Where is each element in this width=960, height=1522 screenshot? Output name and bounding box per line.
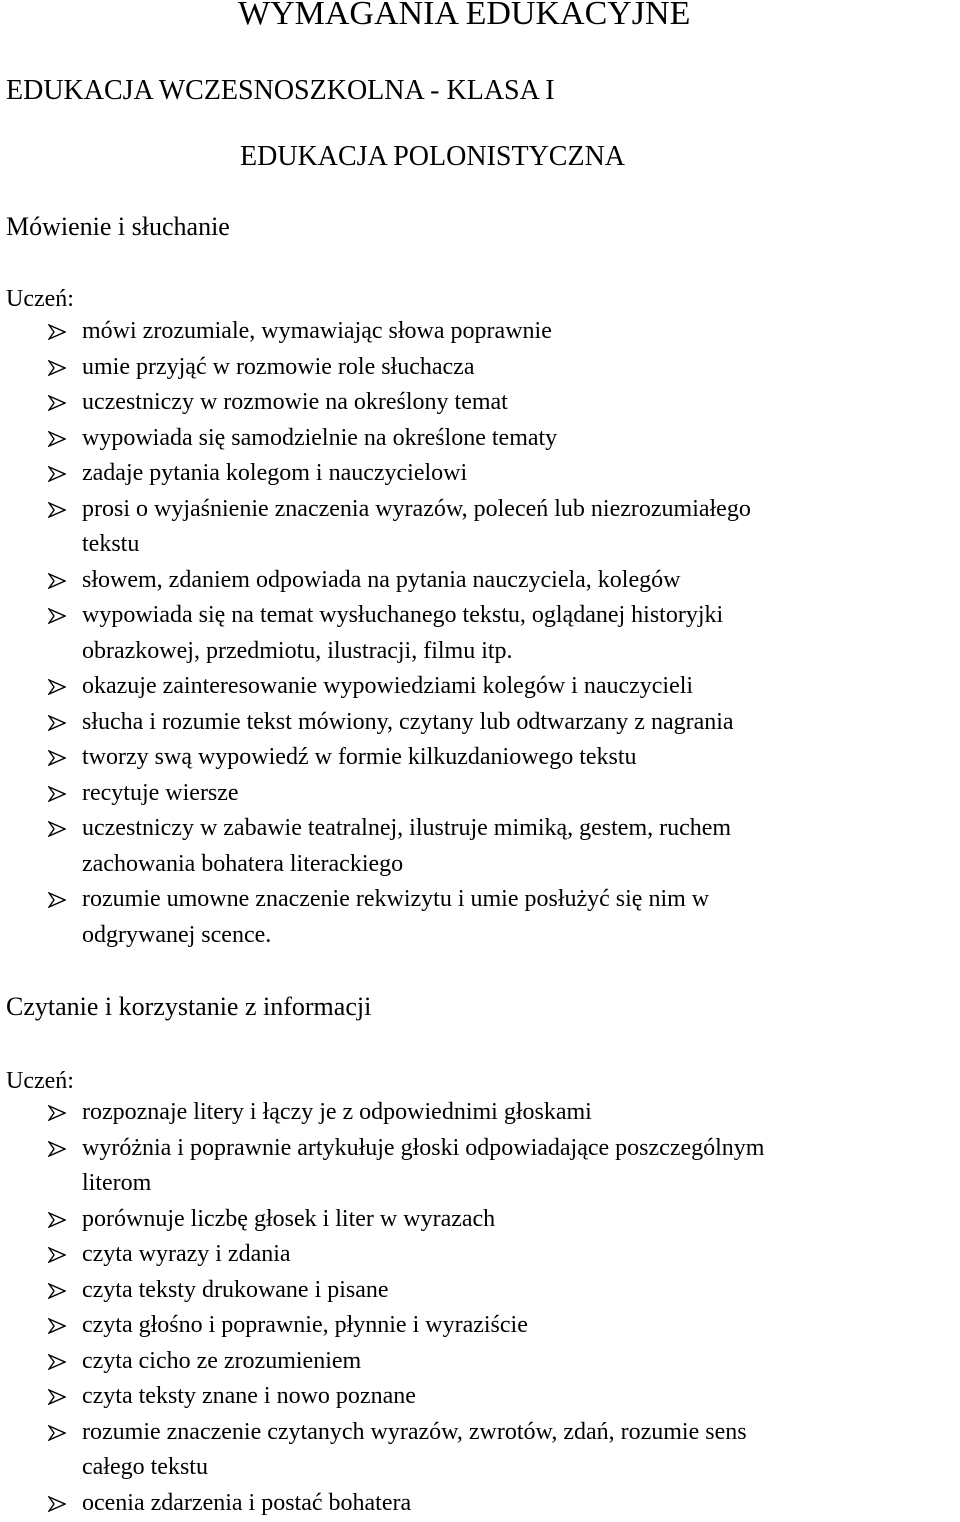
list-item-text: wypowiada się samodzielnie na określone tematy (82, 424, 558, 451)
list-item (0, 740, 960, 776)
list-item (0, 1379, 960, 1415)
list-item-text: tworzy swą wypowiedź w formie kilkuzdaniowego tekstu (82, 744, 637, 770)
arrowhead-bullet-icon (48, 360, 66, 376)
list-item (0, 811, 960, 882)
list-item-text: rozpoznaje litery i łączy je z odpowiednimi głoskami (82, 1099, 592, 1125)
list-item-text: zadaje pytania kolegom i nauczycielowi (82, 460, 468, 486)
list-item (0, 1202, 960, 1238)
list-item-text: porównuje liczbę głosek i liter w wyrazach (82, 1205, 496, 1232)
subject-heading: EDUKACJA POLONISTYCZNA (240, 141, 626, 172)
list-item-text: rozumie umowne znaczenie rekwizytu i umie posłużyć się nim w odgrywanej scence. (82, 886, 710, 948)
list-item-text: rozumie znaczenie czytanych wyrazów, zwrotów, zdań, rozumie sens całego tekstu (82, 1418, 747, 1480)
arrowhead-bullet-icon (48, 1283, 66, 1299)
list-item (0, 1273, 960, 1309)
education-level: EDUKACJA WCZESNOSZKOLNA - KLASA I (6, 75, 555, 106)
section-heading-reading-information: Czytanie i korzystanie z informacji (6, 992, 372, 1021)
list-item (0, 350, 960, 386)
student-label: Uczeń: (6, 1068, 74, 1094)
list-item (0, 421, 960, 457)
list-item-text: słowem, zdaniem odpowiada na pytania nauczyciela, kolegów (82, 566, 681, 593)
arrowhead-bullet-icon (48, 821, 66, 837)
list-item-text: uczestniczy w rozmowie na określony temat (82, 389, 508, 415)
requirements-list-reading-information (0, 1095, 960, 1521)
requirements-list-speaking-listening (0, 314, 960, 953)
list-item (0, 563, 960, 599)
list-item (0, 1344, 960, 1380)
arrowhead-bullet-icon (48, 1425, 66, 1441)
list-item (0, 1131, 960, 1202)
list-item-text: czyta teksty drukowane i pisane (82, 1276, 389, 1303)
arrowhead-bullet-icon (48, 608, 66, 624)
arrowhead-bullet-icon (48, 431, 66, 447)
list-item (0, 776, 960, 812)
arrowhead-bullet-icon (48, 1247, 66, 1263)
list-item-text: słucha i rozumie tekst mówiony, czytany lub odtwarzany z nagrania (82, 708, 734, 735)
list-item (0, 598, 960, 669)
list-item (0, 1415, 960, 1486)
list-item-text: mówi zrozumiale, wymawiając słowa poprawnie (82, 318, 552, 344)
arrowhead-bullet-icon (48, 786, 66, 802)
list-item-text: czyta wyrazy i zdania (82, 1241, 291, 1267)
list-item-text: wypowiada się na temat wysłuchanego tekstu, oglądanej historyjki obrazkowej, przedmiotu, ilustracji, filmu itp. (82, 602, 724, 664)
list-item-text: ocenia zdarzenia i postać bohatera (82, 1489, 412, 1516)
arrowhead-bullet-icon (48, 1389, 66, 1405)
list-item-text: uczestniczy w zabawie teatralnej, ilustruje mimiką, gestem, ruchem zachowania bohatera literackiego (82, 815, 732, 877)
list-item (0, 1237, 960, 1273)
list-item-text: okazuje zainteresowanie wypowiedziami kolegów i nauczycieli (82, 673, 694, 699)
arrowhead-bullet-icon (48, 573, 66, 589)
list-item (0, 314, 960, 350)
list-item (0, 669, 960, 705)
arrowhead-bullet-icon (48, 502, 66, 518)
arrowhead-bullet-icon (48, 1354, 66, 1370)
arrowhead-bullet-icon (48, 1212, 66, 1228)
list-item (0, 492, 960, 563)
list-item-text: umie przyjąć w rozmowie role słuchacza (82, 353, 475, 380)
list-item (0, 385, 960, 421)
list-item (0, 1308, 960, 1344)
arrowhead-bullet-icon (48, 1496, 66, 1512)
list-item-text: wyróżnia i poprawnie artykułuje głoski odpowiadające poszczególnym literom (82, 1134, 765, 1196)
arrowhead-bullet-icon (48, 679, 66, 695)
arrowhead-bullet-icon (48, 715, 66, 731)
list-item (0, 456, 960, 492)
section-heading-speaking-listening: Mówienie i słuchanie (6, 212, 230, 241)
arrowhead-bullet-icon (48, 395, 66, 411)
arrowhead-bullet-icon (48, 1318, 66, 1334)
arrowhead-bullet-icon (48, 1105, 66, 1121)
list-item-text: czyta głośno i poprawnie, płynnie i wyraziście (82, 1312, 528, 1338)
arrowhead-bullet-icon (48, 466, 66, 482)
document-title: WYMAGANIA EDUKACYJNE (238, 0, 691, 32)
list-item-text: prosi o wyjaśnienie znaczenia wyrazów, poleceń lub niezrozumiałego tekstu (82, 495, 751, 557)
student-label: Uczeń: (6, 286, 74, 312)
list-item-text: recytuje wiersze (82, 779, 239, 806)
list-item (0, 1486, 960, 1522)
list-item (0, 1095, 960, 1131)
list-item (0, 882, 960, 953)
list-item (0, 705, 960, 741)
list-item-text: czyta teksty znane i nowo poznane (82, 1383, 416, 1409)
arrowhead-bullet-icon (48, 324, 66, 340)
arrowhead-bullet-icon (48, 892, 66, 908)
arrowhead-bullet-icon (48, 750, 66, 766)
list-item-text: czyta cicho ze zrozumieniem (82, 1347, 362, 1374)
arrowhead-bullet-icon (48, 1141, 66, 1157)
